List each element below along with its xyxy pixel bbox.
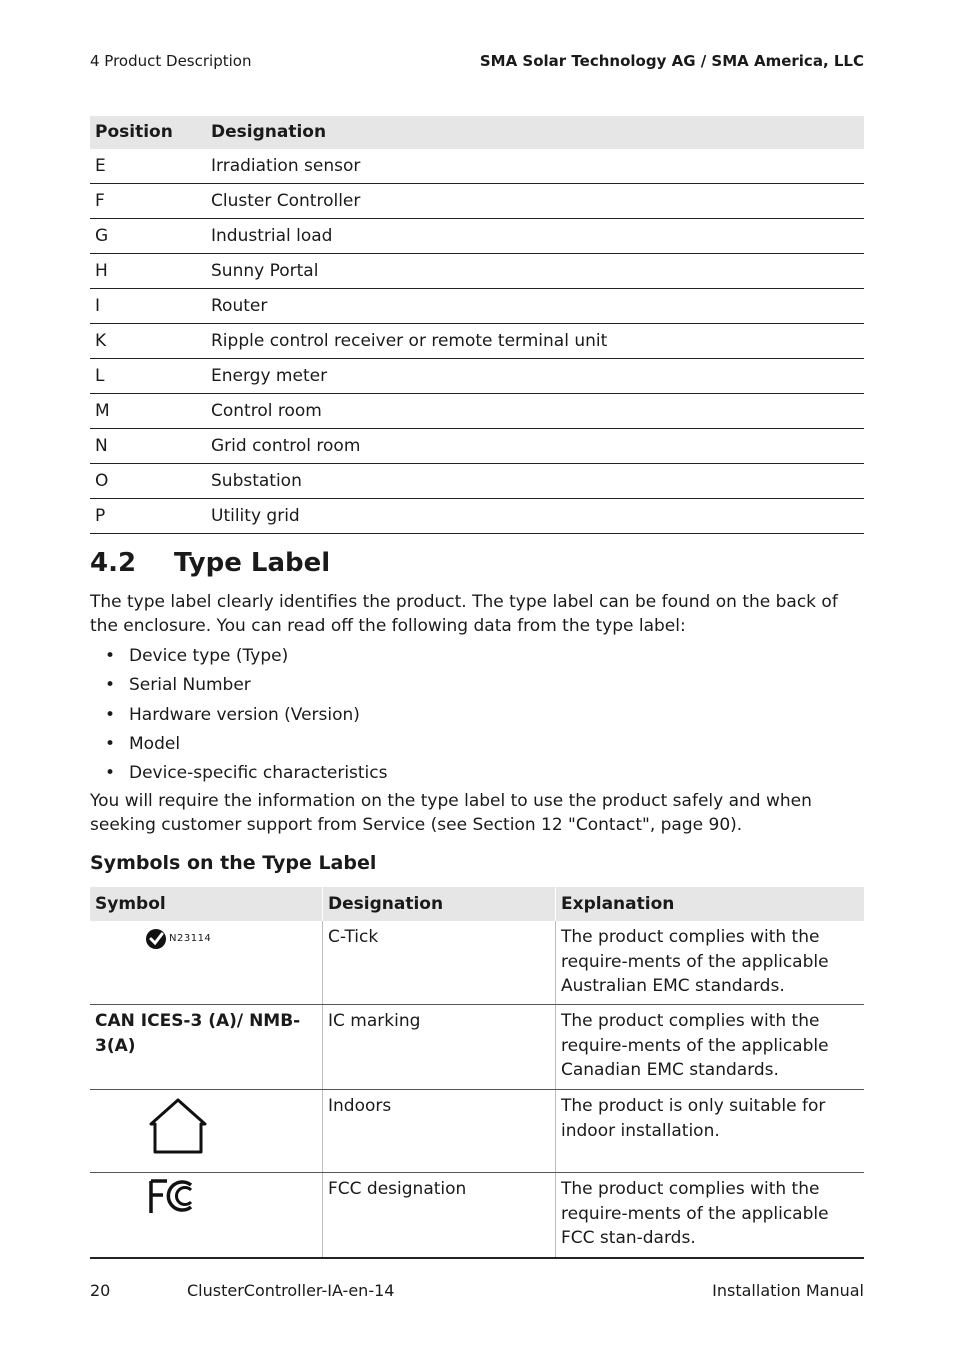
position-cell: F [90, 184, 206, 219]
table-row [90, 394, 864, 429]
column-header-designation: Designation [206, 116, 864, 149]
symbol-cell: CAN ICES-3 (A)/ NMB-3(A) [90, 1005, 323, 1090]
position-cell: N [90, 429, 206, 464]
position-cell: E [90, 149, 206, 184]
document-id: ClusterController-IA-en-14 [187, 1281, 395, 1300]
fcc-icon [147, 1177, 199, 1215]
list-item: • Serial Number [90, 672, 388, 701]
designation-cell: Substation [206, 464, 864, 499]
position-cell: M [90, 394, 206, 429]
table-row [90, 499, 864, 534]
designation-cell: Grid control room [206, 429, 864, 464]
table-row [90, 359, 864, 394]
section-heading [90, 548, 330, 578]
table-row [90, 254, 864, 289]
page-header [90, 52, 864, 74]
data-list [90, 643, 388, 789]
designation-cell: Industrial load [206, 219, 864, 254]
designation-cell: Irradiation sensor [206, 149, 864, 184]
designation-cell: Utility grid [206, 499, 864, 534]
designation-cell: Control room [206, 394, 864, 429]
position-cell: P [90, 499, 206, 534]
explanation-cell: The product complies with the require-ments of the applicable Australian EMC standards. [556, 921, 865, 1005]
position-cell: K [90, 324, 206, 359]
column-header-designation: Designation [323, 887, 556, 921]
list-item: • Model [90, 731, 388, 760]
table-row [90, 289, 864, 324]
c-tick-icon [145, 928, 167, 950]
list-item: • Hardware version (Version) [90, 702, 388, 731]
table-row [90, 219, 864, 254]
table-header-row [90, 116, 864, 149]
position-cell: G [90, 219, 206, 254]
designation-cell: Ripple control receiver or remote terminal unit [206, 324, 864, 359]
position-table [90, 116, 864, 534]
intro-paragraph: The type label clearly identifies the product. The type label can be found on the back of the enclosure. You can read off the following data from the type label: [90, 592, 838, 636]
designation-cell: Sunny Portal [206, 254, 864, 289]
symbol-table [90, 887, 864, 1259]
table-row [90, 921, 864, 1005]
table-header-row [90, 887, 864, 921]
table-row [90, 1173, 864, 1259]
table-row [90, 1090, 864, 1173]
table-row [90, 1005, 864, 1090]
position-cell: I [90, 289, 206, 324]
column-header-position: Position [90, 116, 206, 149]
list-item: • Device type (Type) [90, 643, 388, 672]
house-icon [147, 1094, 209, 1156]
outro-paragraph: You will require the information on the type label to use the product safely and when seeking customer support from Service (see Section 12 "Contact", page 90). [90, 791, 812, 835]
column-header-symbol: Symbol [90, 887, 323, 921]
designation-cell: FCC designation [323, 1173, 556, 1259]
position-cell: O [90, 464, 206, 499]
table-row [90, 149, 864, 184]
table-row [90, 324, 864, 359]
manual-title: Installation Manual [712, 1281, 864, 1300]
position-cell: L [90, 359, 206, 394]
explanation-cell: The product complies with the require-ments of the applicable Canadian EMC standards. [556, 1005, 865, 1090]
column-header-explanation: Explanation [556, 887, 865, 921]
designation-cell: Indoors [323, 1090, 556, 1173]
symbol-cell [90, 921, 323, 1005]
designation-cell: C-Tick [323, 921, 556, 1005]
designation-cell: IC marking [323, 1005, 556, 1090]
explanation-cell: The product is only suitable for indoor installation. [556, 1090, 865, 1173]
list-item: • Device-specific characteristics [90, 760, 388, 789]
c-tick-mark [145, 927, 322, 952]
c-tick-code: N23114 [169, 933, 212, 944]
designation-cell: Energy meter [206, 359, 864, 394]
subsection-heading: Symbols on the Type Label [90, 852, 377, 874]
designation-cell: Router [206, 289, 864, 324]
position-cell: H [90, 254, 206, 289]
section-title: Type Label [174, 548, 331, 578]
table-row [90, 464, 864, 499]
explanation-cell: The product complies with the require-ments of the applicable FCC stan-dards. [556, 1173, 865, 1259]
table-row [90, 429, 864, 464]
page-number: 20 [90, 1281, 111, 1300]
chapter-title: 4 Product Description [90, 52, 252, 70]
designation-cell: Cluster Controller [206, 184, 864, 219]
table-row [90, 184, 864, 219]
symbol-cell [90, 1090, 323, 1173]
company-name: SMA Solar Technology AG / SMA America, LLC [479, 52, 864, 70]
section-number: 4.2 [90, 548, 137, 578]
symbol-cell [90, 1173, 323, 1259]
